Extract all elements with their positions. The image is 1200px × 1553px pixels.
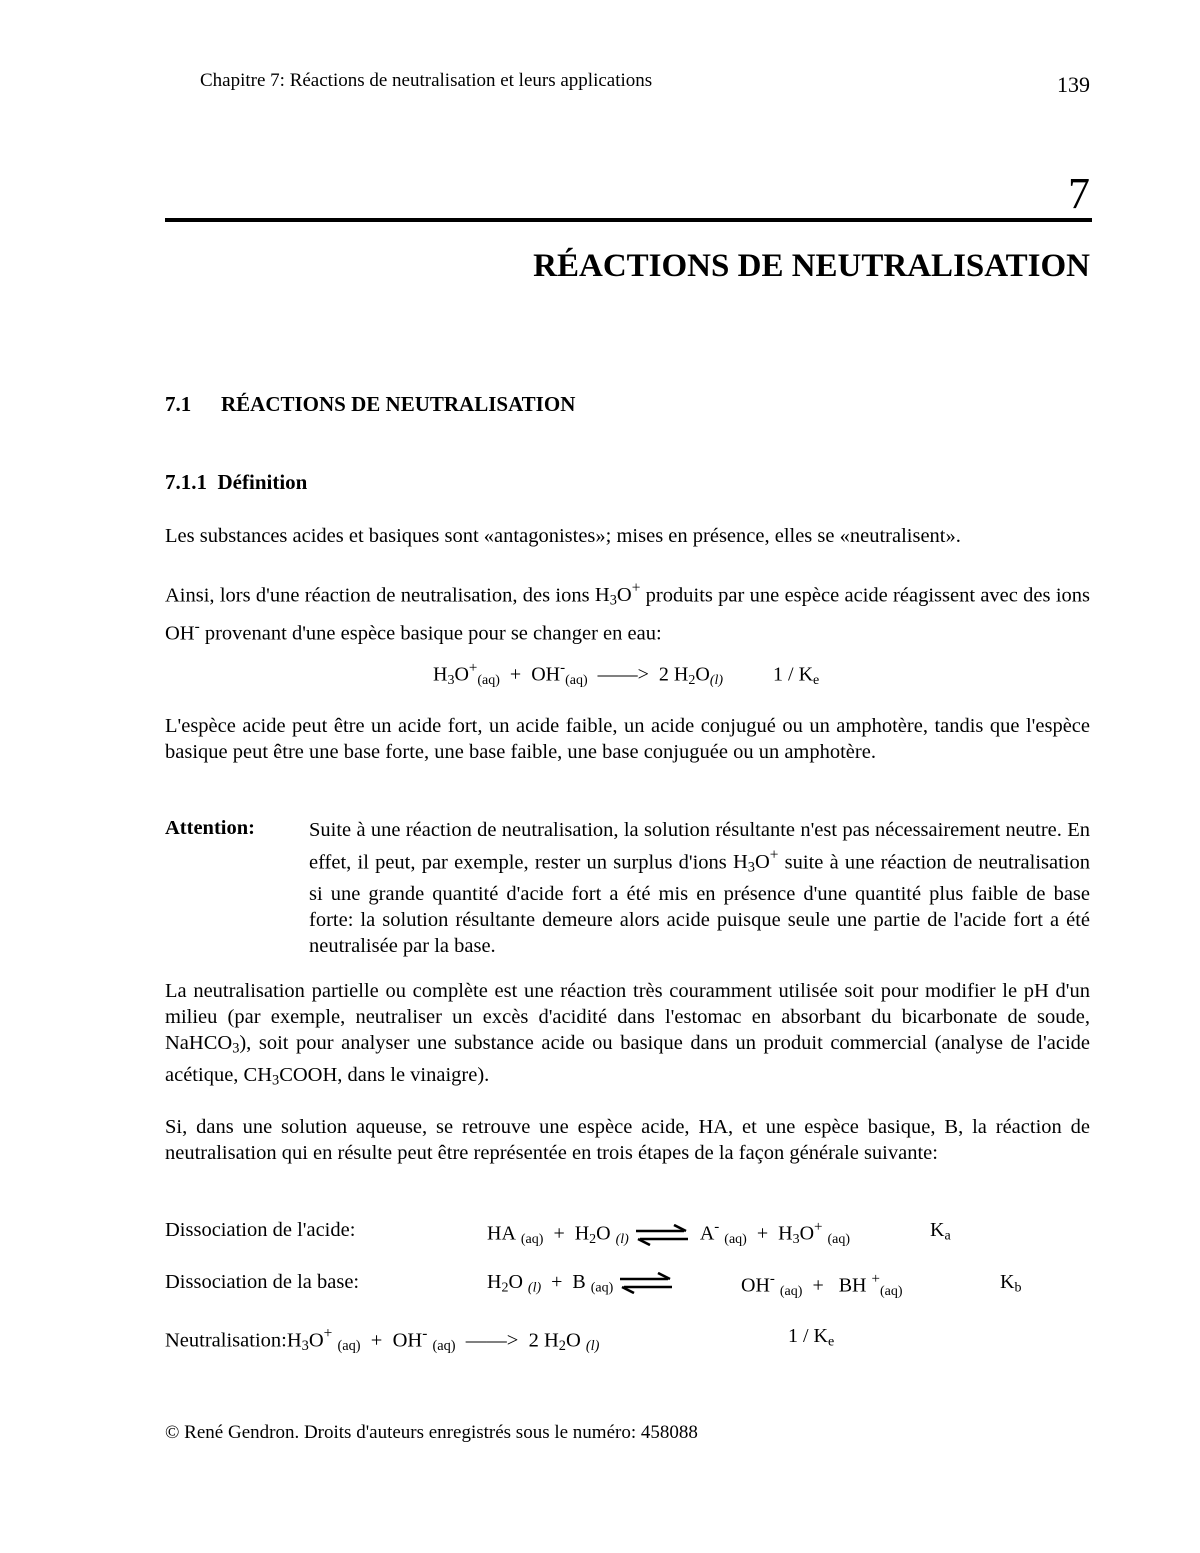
paragraph-usage: La neutralisation partielle ou complète est une réaction très couramment utilisée soit pour modifier le pH d'un milieu (par exemple, neutraliser un excès d'acidité dans l'estomac en absorbant du bicarbonate de soude, NaHCO$_3$), soit pour analyser une substance acide ou basique dans un produit commercial (analyse de l'acide acétique, $CH_3COOH$, dans le vinaigre). [165,980,1090,1089]
formula-nahco3: NaHCO$_3$ [165,1032,240,1057]
attention-label: Attention: [165,817,255,839]
formula-h3o: $H_3O^+$ [732,847,779,877]
formula-ch3cooh: $CH_3COOH$ [243,1063,338,1089]
chapter-number: 7 [1068,169,1090,218]
ph-term: pH [1023,980,1049,1002]
base-dissociation-label: Dissociation de la base: [165,1271,360,1293]
section-heading [165,392,575,417]
chapter-rule [165,218,1092,222]
page-number: 139 [1057,72,1090,97]
constant-ka: $K_a$ [930,1219,951,1244]
formula-h3o: $H_3O^+$ [594,580,641,610]
paragraph-species: L'espèce acide peut être un acide fort, un acide faible, un acide conjugué ou un amphotère, tandis que l'espèce basique peut être une base forte, une base faible, une base conjuguée ou un amphotère. [165,715,1090,763]
equation-base-dissociation-products: OH- $_{(aq)}$ + BH +$_{(aq)}$ [741,1271,903,1299]
equation-acid-dissociation: HA $_{(aq)} + H_2O$ $_{(l)}$ A- $_{(aq)} + H_3O^+$ $_{(aq)}$ [487,1219,851,1247]
superscript-minus: - [194,618,200,636]
paragraph-definition: Les substances acides et basiques sont «antagonistes»; mises en présence, elles se «neutralisent». [165,525,961,547]
copyright-footer: © René Gendron. Droits d'auteurs enregistrés sous le numéro: 458088 [165,1422,698,1443]
equilibrium-arrow-icon [618,1272,674,1294]
equation-neutralization: $H_3O^+_{(aq)} + OH^-_{(aq)}$ ——> 2 $H_2O_{(l)}$ $1 / K_e$ [433,660,820,688]
paragraph-general: Si, dans une solution aqueuse, se retrouve une espèce acide, HA, et une espèce basique, B, la réaction de neutralisation qui en résulte peut être représentée en trois étapes de la façon générale suivante: [165,1116,1091,1164]
constant-kb: $K_b$ [1000,1271,1022,1296]
arrow-right: ——> [597,663,649,686]
section-number: 7.1 [165,392,192,416]
text-run: produits par une espèce acide réagissent avec des ions OH [165,584,1090,645]
section-title: RÉACTIONS DE NEUTRALISATION [221,392,576,416]
acid-dissociation-label: Dissociation de l'acide: [165,1219,356,1241]
attention-body: Suite à une réaction de neutralisation, la solution résultante n'est pas nécessairement neutre. En effet, il peut, par exemple, rester un surplus d'ions $H_3O^+$ suite à une réaction de neutralisation si une grande quantité d'acide fort a été mis en présence d'une quantité plus faible de base forte: la solution résultante demeure alors acide puisque seule une partie de l'acide fort a été neutralisée par la base. [309,819,1090,958]
subsection-title: Définition [217,470,308,494]
constant-ke: $1 / K_e$ [788,1325,835,1350]
equilibrium-arrow-icon [634,1224,690,1246]
text-run: provenant d'une espèce basique pour se changer en eau: [199,622,662,645]
chapter-title: RÉACTIONS DE NEUTRALISATION [533,248,1090,284]
text-run: Ainsi, lors d'une réaction de neutralisation, des ions [165,584,595,607]
arrow-right: ——> [465,1329,519,1352]
running-header: Chapitre 7: Réactions de neutralisation et leurs applications [200,70,653,91]
subsection-heading [165,470,307,495]
equation-base-dissociation-reactants: $H_2O$ $_{(l)}$ + B $_{(aq)}$ [487,1271,674,1297]
equation-neutralisation-step: $Neutralisation:H_3O^+$ $_{(aq)}$ + OH- $_{(aq)}$ ——> 2 $H_2O$ $_{(l)}$ [165,1325,600,1355]
neutralisation-label: Neutralisation: [165,1329,287,1352]
paragraph-ions [165,576,1090,646]
subsection-number: 7.1.1 [165,470,207,494]
